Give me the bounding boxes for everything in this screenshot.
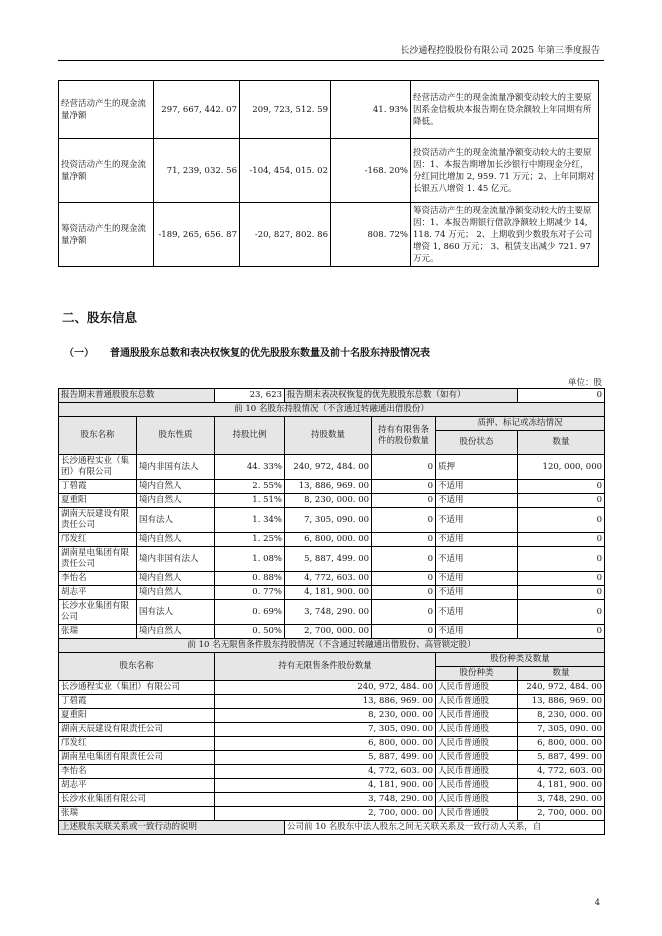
holder-status: 不适用 <box>436 625 518 639</box>
holder-ratio: 0. 50% <box>215 625 285 639</box>
holder-count: 4, 772, 603. 00 <box>285 572 372 586</box>
cash-item: 筹资活动产生的现金流量净额 <box>59 203 154 267</box>
unres-kind: 人民币普通股 <box>436 695 518 709</box>
unres-qty: 4, 772, 603. 00 <box>518 765 605 779</box>
section-title: 二、股东信息 <box>62 310 138 325</box>
holder-row <box>59 572 605 586</box>
holder-status: 不适用 <box>436 480 518 494</box>
unres-qty: 2, 700, 000. 00 <box>518 807 605 821</box>
holder-restricted: 0 <box>372 533 436 547</box>
subsection-title <box>64 344 446 359</box>
unres-name: 湖南星电集团有限责任公司 <box>59 751 215 765</box>
unres-kind: 人民币普通股 <box>436 765 518 779</box>
col-header-count: 持股数量 <box>285 417 372 455</box>
unres-count: 3, 748, 290. 00 <box>215 793 436 807</box>
unres-row <box>59 695 605 709</box>
holder-nature: 国有法人 <box>137 600 215 625</box>
holder-restricted: 0 <box>372 600 436 625</box>
top10-title: 前 10 名股东持股情况（不含通过转融通出借股份） <box>59 403 605 417</box>
unres-row <box>59 779 605 793</box>
holder-count: 6, 800, 000. 00 <box>285 533 372 547</box>
cash-reason: 投资活动产生的现金流量净额变动较大的主要原因：1、本报告期增加长沙银行中期现金分红，分红同比增加 2, 959. 71 万元；2、上年同期对长银五八增资 1. 45 亿元。 <box>411 139 599 203</box>
holder-count: 5, 887, 499. 00 <box>285 547 372 572</box>
cash-prior: -20, 827, 802. 86 <box>240 203 331 267</box>
holder-nature: 境内自然人 <box>137 480 215 494</box>
holder-nature: 境内自然人 <box>137 625 215 639</box>
cash-flow-table <box>58 80 599 267</box>
unres-count: 4, 772, 603. 00 <box>215 765 436 779</box>
holder-nature: 境内非国有法人 <box>137 547 215 572</box>
header-rule <box>58 60 604 61</box>
unres-row <box>59 681 605 695</box>
cash-reason: 经营活动产生的现金流量净额变动较大的主要原因系金信板块本报告期在贷余额较上年同期有所降低。 <box>411 81 599 139</box>
holder-restricted: 0 <box>372 455 436 480</box>
holder-status: 质押 <box>436 455 518 480</box>
holder-row <box>59 494 605 508</box>
holder-ratio: 1. 25% <box>215 533 285 547</box>
unres-count: 7, 305, 090. 00 <box>215 723 436 737</box>
holder-name: 湖南星电集团有限责任公司 <box>59 547 137 572</box>
unres-header-name: 股东名称 <box>59 653 215 681</box>
unres-kind: 人民币普通股 <box>436 709 518 723</box>
holder-name: 长沙通程实业（集团）有限公司 <box>59 455 137 480</box>
page-header: 长沙通程控股股份有限公司 2025 年第三季度报告 <box>400 46 600 56</box>
pref-holders-label: 报告期末表决权恢复的优先股股东总数（如有） <box>285 389 518 403</box>
holder-nature: 境内非国有法人 <box>137 455 215 480</box>
holder-status: 不适用 <box>436 533 518 547</box>
cash-current: -189, 265, 656. 87 <box>154 203 240 267</box>
holder-qty: 0 <box>518 533 605 547</box>
holder-restricted: 0 <box>372 625 436 639</box>
cash-current: 71, 239, 032. 56 <box>154 139 240 203</box>
cash-item: 经营活动产生的现金流量净额 <box>59 81 154 139</box>
unres-qty: 7, 305, 090. 00 <box>518 723 605 737</box>
holder-status: 不适用 <box>436 572 518 586</box>
unres-qty: 4, 181, 900. 00 <box>518 779 605 793</box>
holder-qty: 0 <box>518 600 605 625</box>
page-number: 4 <box>594 898 600 908</box>
cash-prior: 209, 723, 512. 59 <box>240 81 331 139</box>
holder-ratio: 1. 51% <box>215 494 285 508</box>
holder-restricted: 0 <box>372 508 436 533</box>
cash-change: 808. 72% <box>331 203 411 267</box>
holder-ratio: 1. 34% <box>215 508 285 533</box>
unit-label: 单位：股 <box>567 378 602 388</box>
unres-kind: 人民币普通股 <box>436 793 518 807</box>
col-header-ratio: 持股比例 <box>215 417 285 455</box>
holder-count: 2, 700, 000. 00 <box>285 625 372 639</box>
holder-count: 4, 181, 900. 00 <box>285 586 372 600</box>
unres-kind: 人民币普通股 <box>436 681 518 695</box>
holder-name: 胡志平 <box>59 586 137 600</box>
total-holders-value: 23, 623 <box>215 389 285 403</box>
holder-qty: 0 <box>518 480 605 494</box>
unres-kind: 人民币普通股 <box>436 723 518 737</box>
holder-qty: 120, 000, 000 <box>518 455 605 480</box>
unres-name: 胡志平 <box>59 779 215 793</box>
unres-name: 丁碧霞 <box>59 695 215 709</box>
unres-count: 2, 700, 000. 00 <box>215 807 436 821</box>
unres-title: 前 10 名无限售条件股东持股情况（不含通过转融通出借股份、高管锁定股） <box>59 639 605 653</box>
unres-count: 8, 230, 000. 00 <box>215 709 436 723</box>
holder-qty: 0 <box>518 508 605 533</box>
relation-label: 上述股东关联关系或一致行动的说明 <box>59 821 285 835</box>
holder-count: 240, 972, 484. 00 <box>285 455 372 480</box>
holder-row <box>59 508 605 533</box>
holder-name: 丁碧霞 <box>59 480 137 494</box>
col-header-restricted: 持有有限售条件的股份数量 <box>372 417 436 455</box>
holder-count: 3, 748, 290. 00 <box>285 600 372 625</box>
holder-row <box>59 455 605 480</box>
col-header-qty: 数量 <box>518 431 605 455</box>
col-header-name: 股东名称 <box>59 417 137 455</box>
holder-ratio: 0. 88% <box>215 572 285 586</box>
unres-qty: 8, 230, 000. 00 <box>518 709 605 723</box>
unres-qty: 6, 800, 000. 00 <box>518 737 605 751</box>
holder-name: 湖南天辰建设有限责任公司 <box>59 508 137 533</box>
holder-nature: 境内自然人 <box>137 586 215 600</box>
holder-restricted: 0 <box>372 586 436 600</box>
holder-name: 夏重阳 <box>59 494 137 508</box>
holder-qty: 0 <box>518 547 605 572</box>
holder-nature: 境内自然人 <box>137 494 215 508</box>
unres-name: 夏重阳 <box>59 709 215 723</box>
holder-name: 李怡名 <box>59 572 137 586</box>
unres-row <box>59 709 605 723</box>
unres-kind: 人民币普通股 <box>436 751 518 765</box>
unres-count: 5, 887, 499. 00 <box>215 751 436 765</box>
holder-ratio: 44. 33% <box>215 455 285 480</box>
holder-nature: 国有法人 <box>137 508 215 533</box>
subsection-text: 普通股股东总数和表决权恢复的优先股股东数量及前十名股东持股情况表 <box>110 348 430 359</box>
unres-name: 张瑞 <box>59 807 215 821</box>
holder-qty: 0 <box>518 572 605 586</box>
unres-name: 湖南天辰建设有限责任公司 <box>59 723 215 737</box>
unres-name: 邝发红 <box>59 737 215 751</box>
holder-nature: 境内自然人 <box>137 572 215 586</box>
holder-ratio: 2. 55% <box>215 480 285 494</box>
holder-nature: 境内自然人 <box>137 533 215 547</box>
holder-qty: 0 <box>518 494 605 508</box>
subsection-number: （一） <box>64 348 94 359</box>
unres-name: 李怡名 <box>59 765 215 779</box>
cash-reason: 筹资活动产生的现金流量净额变动较大的主要原因：1、本报告期银行借款净额较上期减少 14, 118. 74 万元； 2、上期收到少数股东对子公司增资 1, 860 万元； 3、租赁支出减少 721. 97 万元。 <box>411 203 599 267</box>
holder-restricted: 0 <box>372 547 436 572</box>
unres-row <box>59 807 605 821</box>
pref-holders-value: 0 <box>518 389 605 403</box>
holder-qty: 0 <box>518 625 605 639</box>
holder-restricted: 0 <box>372 572 436 586</box>
holder-status: 不适用 <box>436 586 518 600</box>
relation-text: 公司前 10 名股东中法人股东之间无关联关系及一致行动人关系，自 <box>285 821 605 835</box>
unres-name: 长沙水业集团有限公司 <box>59 793 215 807</box>
holder-row <box>59 547 605 572</box>
holder-row <box>59 480 605 494</box>
holder-count: 13, 886, 969. 00 <box>285 480 372 494</box>
unres-row <box>59 765 605 779</box>
holder-restricted: 0 <box>372 480 436 494</box>
summary-row <box>59 389 605 403</box>
unres-count: 6, 800, 000. 00 <box>215 737 436 751</box>
col-header-pledge: 质押、标记或冻结情况 <box>436 417 605 431</box>
col-header-status: 股份状态 <box>436 431 518 455</box>
unres-qty: 5, 887, 499. 00 <box>518 751 605 765</box>
holder-row <box>59 600 605 625</box>
unres-kind: 人民币普通股 <box>436 807 518 821</box>
unres-header-kind-qty: 股份种类及数量 <box>436 653 605 667</box>
holder-ratio: 0. 77% <box>215 586 285 600</box>
unres-header-kind: 股份种类 <box>436 667 518 681</box>
holder-row <box>59 586 605 600</box>
holder-row <box>59 533 605 547</box>
unres-count: 4, 181, 900. 00 <box>215 779 436 793</box>
holder-name: 邝发红 <box>59 533 137 547</box>
holder-count: 8, 230, 000. 00 <box>285 494 372 508</box>
unres-qty: 13, 886, 969. 00 <box>518 695 605 709</box>
unres-row <box>59 723 605 737</box>
unres-name: 长沙通程实业（集团）有限公司 <box>59 681 215 695</box>
holder-ratio: 1. 08% <box>215 547 285 572</box>
holder-status: 不适用 <box>436 494 518 508</box>
total-holders-label: 报告期末普通股股东总数 <box>59 389 215 403</box>
col-header-nature: 股东性质 <box>137 417 215 455</box>
holder-status: 不适用 <box>436 600 518 625</box>
holder-status: 不适用 <box>436 508 518 533</box>
cash-current: 297, 667, 442. 07 <box>154 81 240 139</box>
holder-qty: 0 <box>518 586 605 600</box>
cash-flow-row <box>59 139 599 203</box>
cash-change: 41. 93% <box>331 81 411 139</box>
holder-count: 7, 305, 090. 00 <box>285 508 372 533</box>
unres-count: 240, 972, 484. 00 <box>215 681 436 695</box>
holder-row <box>59 625 605 639</box>
shareholders-table <box>58 388 605 835</box>
cash-prior: -104, 454, 015. 02 <box>240 139 331 203</box>
unres-count: 13, 886, 969. 00 <box>215 695 436 709</box>
unres-row <box>59 793 605 807</box>
cash-flow-row <box>59 81 599 139</box>
cash-flow-row <box>59 203 599 267</box>
holder-restricted: 0 <box>372 494 436 508</box>
unres-kind: 人民币普通股 <box>436 737 518 751</box>
unres-qty: 240, 972, 484. 00 <box>518 681 605 695</box>
holder-ratio: 0. 69% <box>215 600 285 625</box>
unres-qty: 3, 748, 290. 00 <box>518 793 605 807</box>
unres-kind: 人民币普通股 <box>436 779 518 793</box>
unres-header-count: 持有无限售条件股份数量 <box>215 653 436 681</box>
unres-row <box>59 737 605 751</box>
holder-name: 张瑞 <box>59 625 137 639</box>
unres-header-qty: 数量 <box>518 667 605 681</box>
holder-name: 长沙水业集团有限公司 <box>59 600 137 625</box>
unres-row <box>59 751 605 765</box>
cash-item: 投资活动产生的现金流量净额 <box>59 139 154 203</box>
holder-status: 不适用 <box>436 547 518 572</box>
cash-change: -168. 20% <box>331 139 411 203</box>
